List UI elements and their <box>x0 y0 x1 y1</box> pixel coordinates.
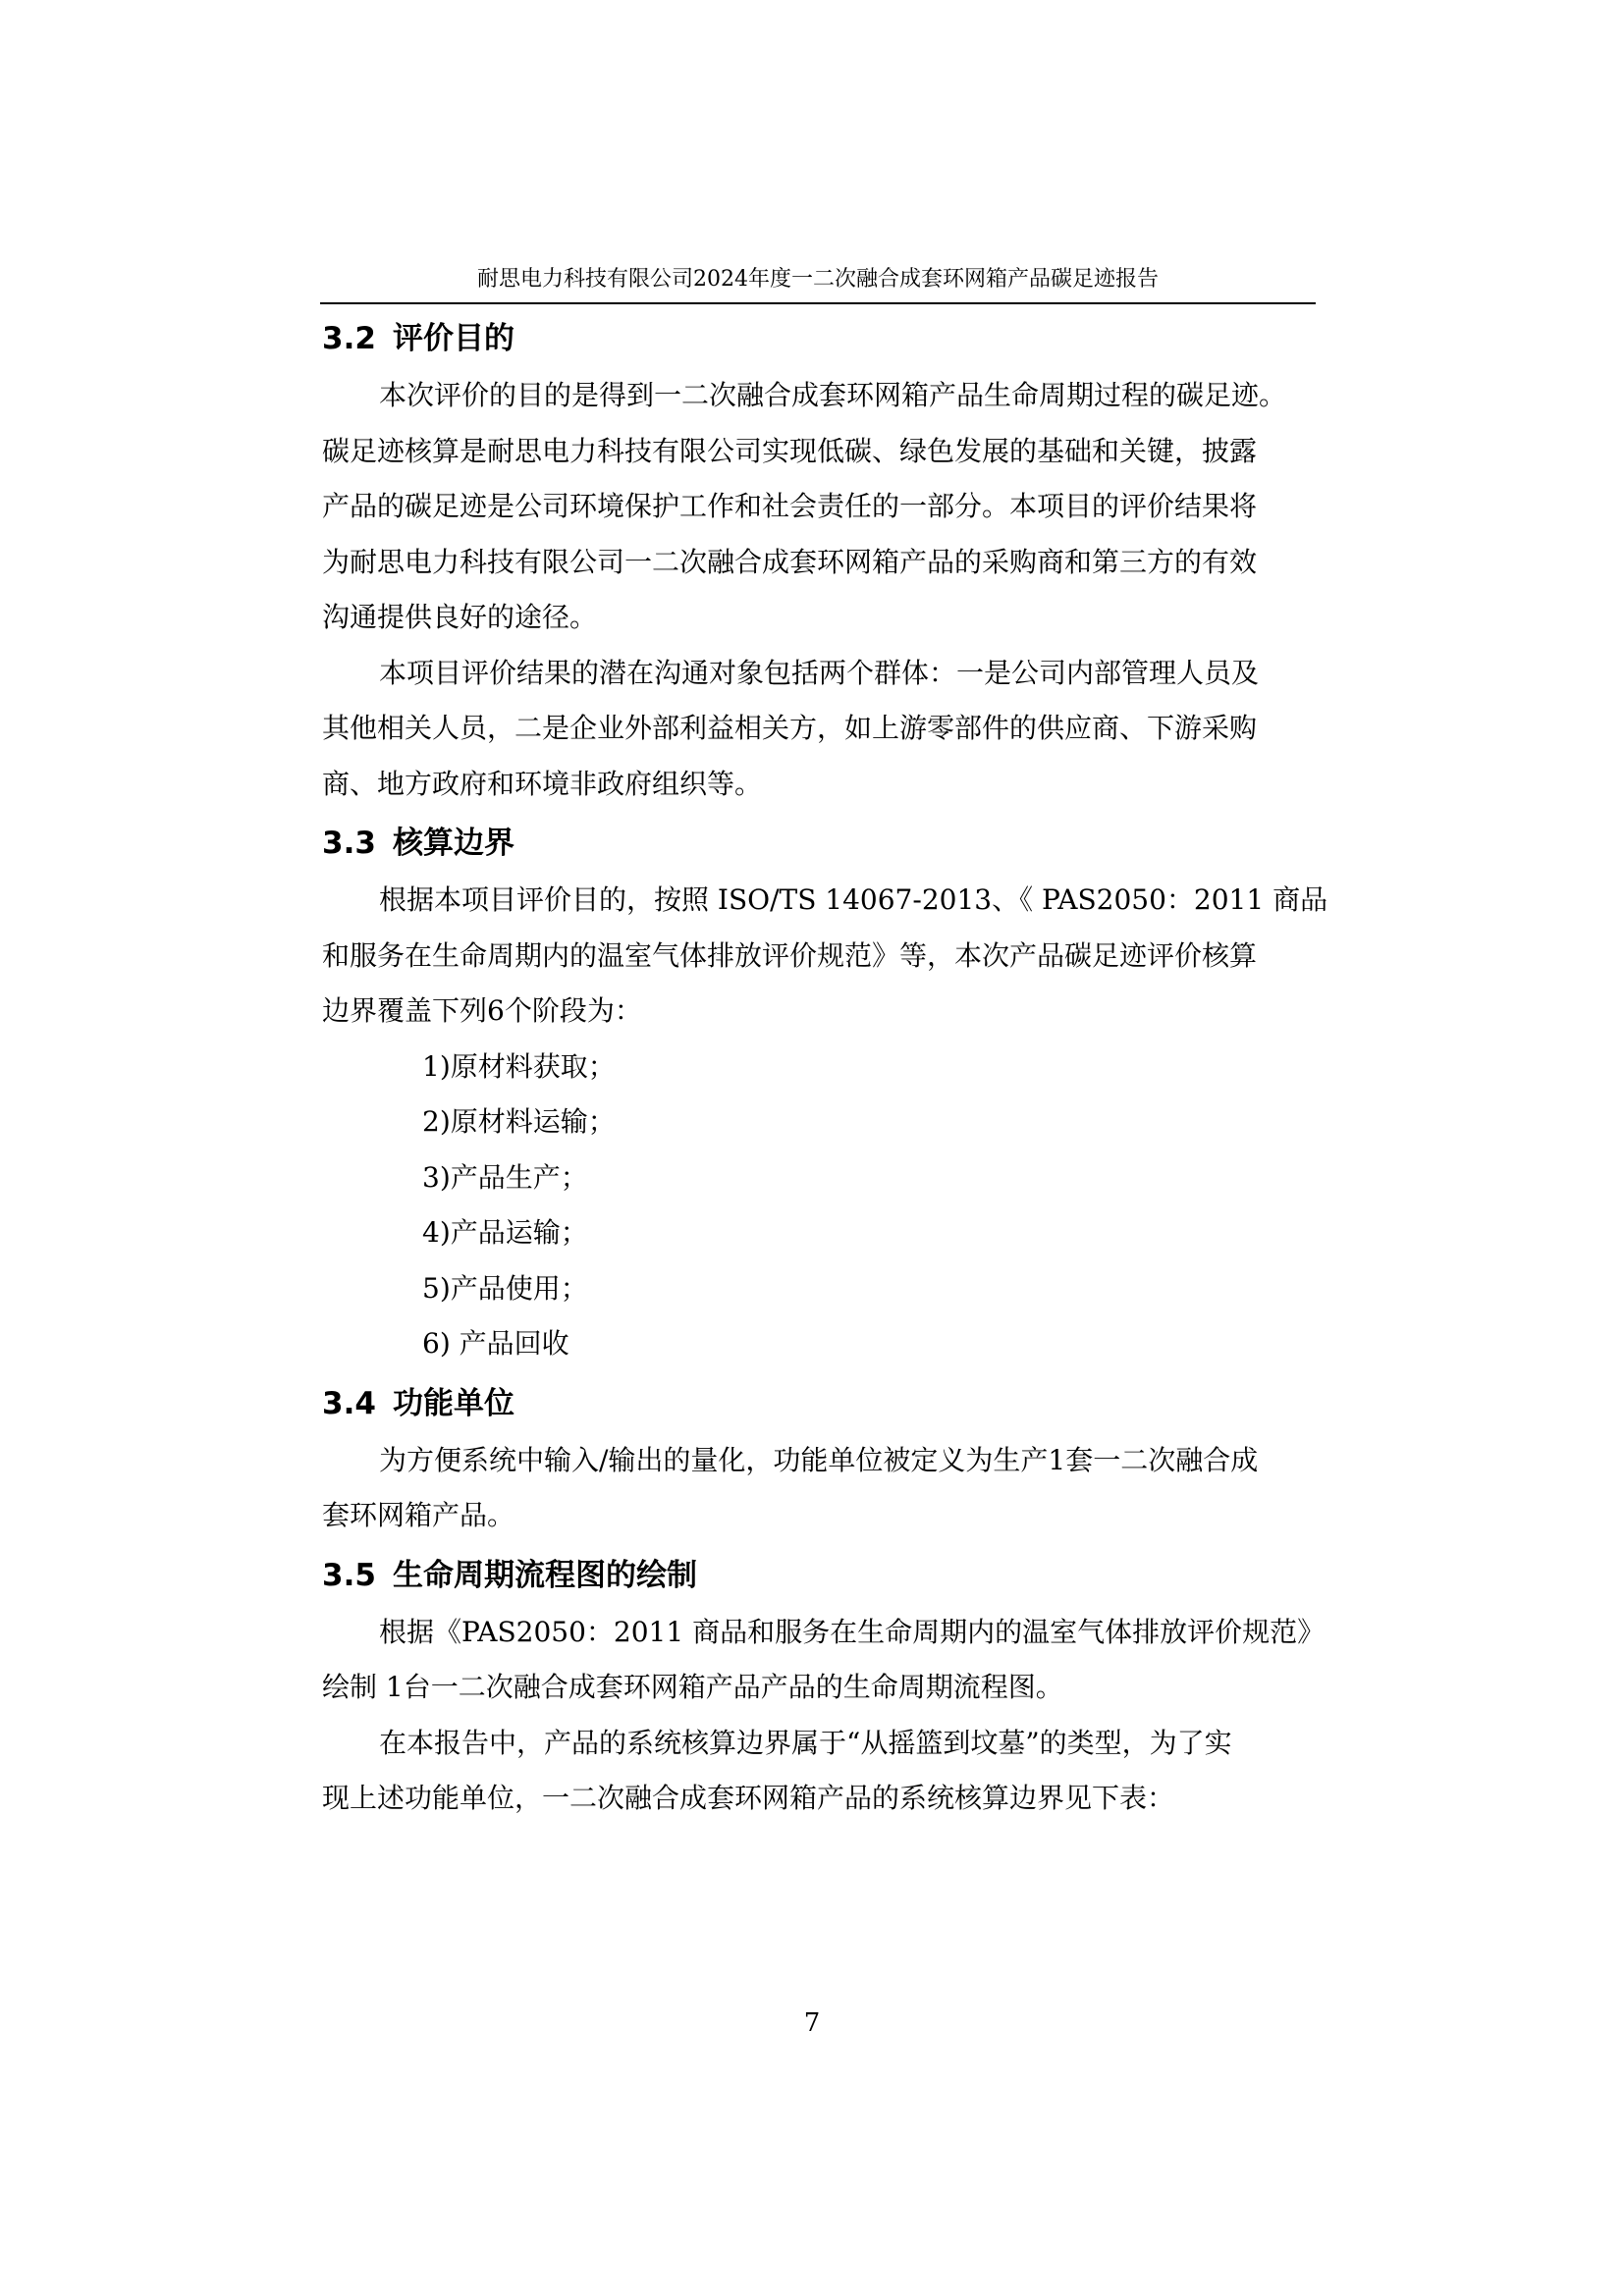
list-item: 5)产品使用； <box>422 1271 588 1305</box>
section-number: 3.4 <box>322 1385 376 1421</box>
paragraph-purpose-2 <box>322 646 1316 813</box>
page-content <box>322 319 1328 1827</box>
text-line: 根据本项目评价目的，按照 ISO/TS 14067-2013、《 PAS2050：2011 商品 <box>379 883 1328 916</box>
stage-list <box>322 1040 1316 1372</box>
list-item: 2)原材料运输； <box>422 1105 616 1138</box>
text-line: 本次评价的目的是得到一二次融合成套环网箱产品生命周期过程的碳足迹。 <box>379 379 1287 411</box>
list-item: 6) 产品回收 <box>422 1327 569 1360</box>
text-line: 根据《PAS2050：2011 商品和服务在生命周期内的温室气体排放评价规范》 <box>379 1615 1326 1648</box>
paragraph-functional-unit <box>322 1433 1316 1544</box>
section-title: 核算边界 <box>393 826 514 861</box>
text-line: 商、地方政府和环境非政府组织等。 <box>322 767 763 800</box>
page-number: 7 <box>803 2008 821 2038</box>
text-line: 产品的碳足迹是公司环境保护工作和社会责任的一部分。本项目的评价结果将 <box>322 490 1258 522</box>
section-heading-3-3 <box>322 824 1316 863</box>
text-line: 碳足迹核算是耐思电力科技有限公司实现低碳、绿色发展的基础和关键，披露 <box>322 434 1258 467</box>
section-title: 生命周期流程图的绘制 <box>393 1557 697 1593</box>
text-line: 边界覆盖下列6个阶段为： <box>322 994 642 1027</box>
section-number: 3.5 <box>322 1557 376 1593</box>
section-heading-3-2 <box>322 319 1316 358</box>
text-line: 其他相关人员，二是企业外部利益相关方，如上游零部件的供应商、下游采购 <box>322 712 1258 744</box>
list-item: 3)产品生产； <box>422 1160 588 1194</box>
text-line: 在本报告中，产品的系统核算边界属于“从摇篮到坟墓”的类型，为了实 <box>379 1726 1232 1759</box>
paragraph-flowchart-2 <box>322 1716 1316 1827</box>
text-line: 本项目评价结果的潜在沟通对象包括两个群体：一是公司内部管理人员及 <box>379 656 1260 689</box>
section-number: 3.3 <box>322 826 376 861</box>
paragraph-purpose-1 <box>322 368 1316 646</box>
text-line: 沟通提供良好的途径。 <box>322 601 598 633</box>
text-line: 现上述功能单位，一二次融合成套环网箱产品的系统核算边界见下表： <box>322 1782 1175 1814</box>
text-line: 套环网箱产品。 <box>322 1499 515 1531</box>
text-line: 为耐思电力科技有限公司一二次融合成套环网箱产品的采购商和第三方的有效 <box>322 545 1258 578</box>
text-line: 绘制 1台一二次融合成套环网箱产品产品的生命周期流程图。 <box>322 1671 1063 1703</box>
section-title: 评价目的 <box>393 321 514 356</box>
section-title: 功能单位 <box>393 1385 514 1421</box>
paragraph-boundary <box>322 873 1328 1040</box>
section-number: 3.2 <box>322 321 376 356</box>
header-rule <box>320 302 1316 304</box>
section-heading-3-5 <box>322 1556 1316 1595</box>
list-item: 1)原材料获取； <box>422 1049 616 1083</box>
text-line: 和服务在生命周期内的温室气体排放评价规范》等，本次产品碳足迹评价核算 <box>322 938 1258 972</box>
text-line: 为方便系统中输入/输出的量化，功能单位被定义为生产1套一二次融合成 <box>379 1443 1259 1476</box>
section-heading-3-4 <box>322 1384 1316 1423</box>
list-item: 4)产品运输； <box>422 1216 588 1249</box>
paragraph-flowchart-1 <box>322 1605 1326 1716</box>
running-header: 耐思电力科技有限公司2024年度一二次融合成套环网箱产品碳足迹报告 <box>477 267 1159 292</box>
